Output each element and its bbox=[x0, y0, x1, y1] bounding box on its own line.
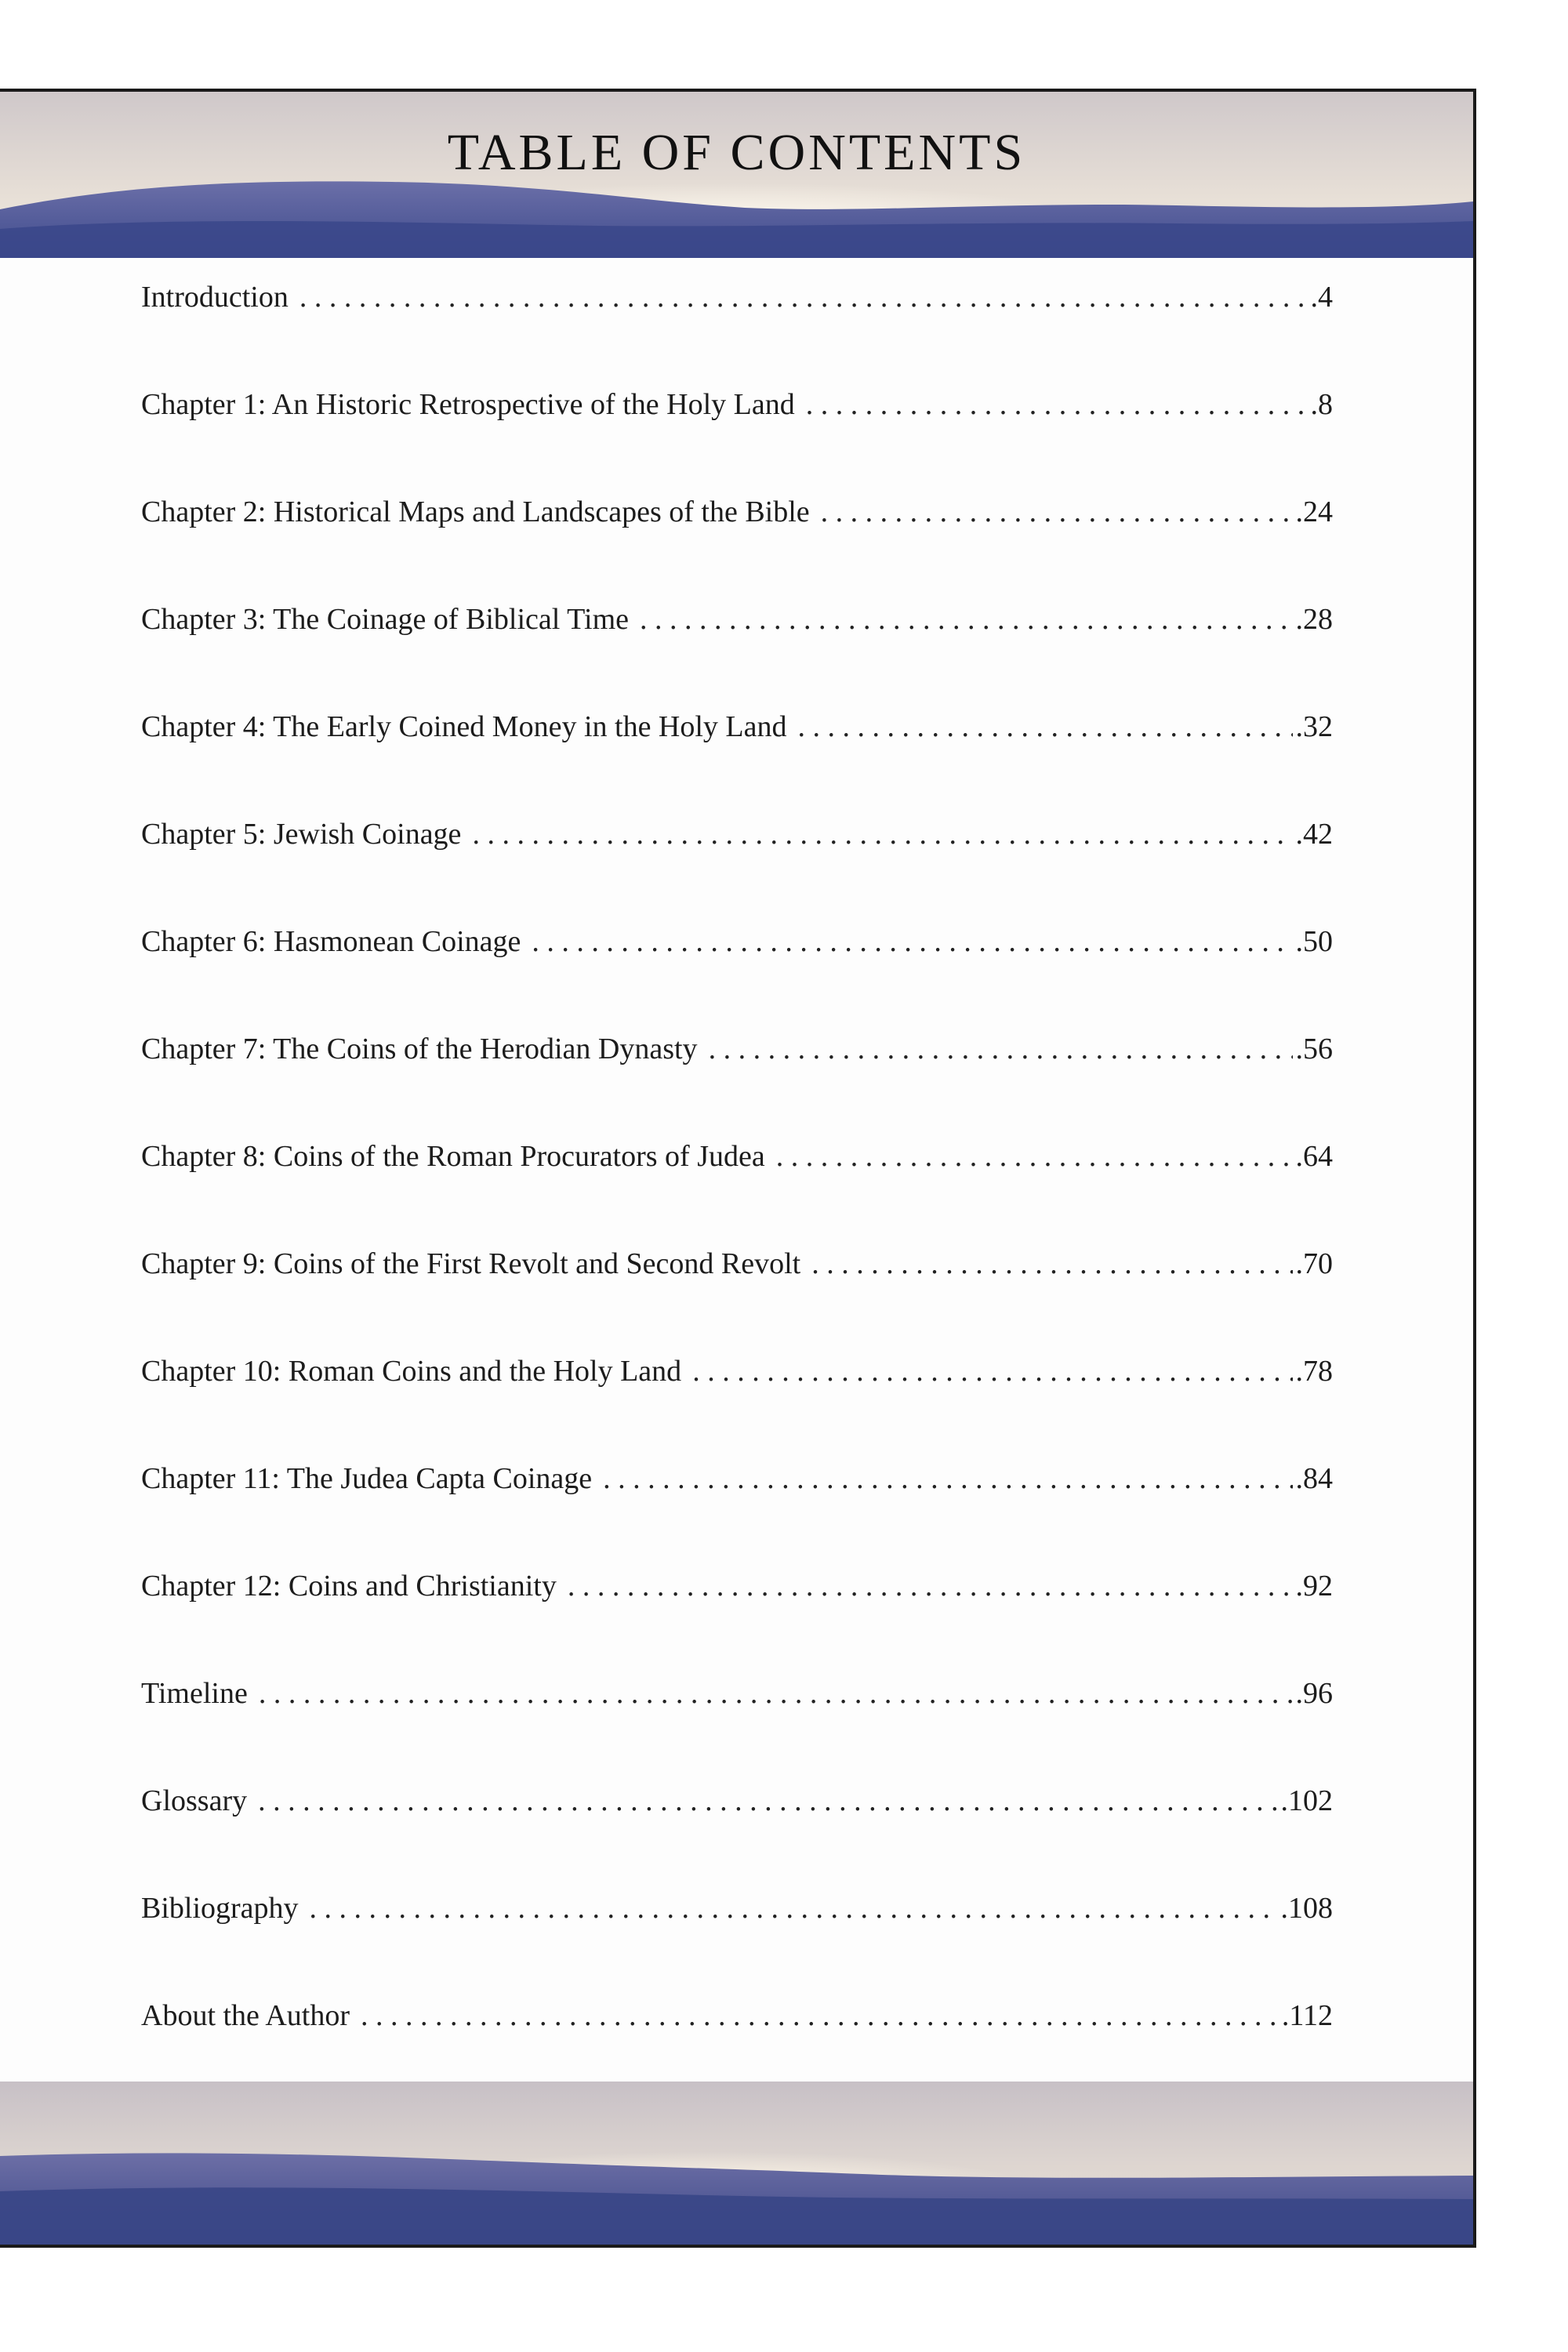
toc-entry-label: Chapter 6: Hasmonean Coinage bbox=[141, 925, 521, 958]
toc-entry bbox=[141, 1891, 1333, 1998]
toc-entry bbox=[141, 280, 1333, 387]
toc-entry bbox=[141, 924, 1333, 1032]
page-frame bbox=[0, 89, 1476, 2248]
dot-leader bbox=[776, 1139, 1293, 1174]
toc-entry bbox=[141, 1676, 1333, 1784]
toc-entry-label: Chapter 5: Jewish Coinage bbox=[141, 818, 462, 851]
toc-entry-page-number: .96 bbox=[1295, 1677, 1333, 1710]
toc-entry-page-number: .84 bbox=[1295, 1462, 1333, 1495]
dot-leader bbox=[259, 1676, 1293, 1711]
dot-leader bbox=[798, 710, 1293, 744]
table-of-contents bbox=[141, 280, 1333, 2106]
dot-leader bbox=[532, 924, 1292, 959]
toc-entry bbox=[141, 1461, 1333, 1569]
toc-entry-label: About the Author bbox=[141, 1999, 350, 2032]
toc-entry bbox=[141, 817, 1333, 924]
toc-entry-page-number: .64 bbox=[1295, 1140, 1333, 1173]
toc-entry-label: Chapter 11: The Judea Capta Coinage bbox=[141, 1462, 593, 1495]
toc-entry-page-number: .56 bbox=[1295, 1033, 1333, 1065]
toc-entry-label: Chapter 12: Coins and Christianity bbox=[141, 1570, 557, 1602]
dot-leader bbox=[821, 495, 1293, 529]
toc-entry bbox=[141, 1032, 1333, 1139]
toc-entry-label: Glossary bbox=[141, 1784, 248, 1817]
toc-entry-label: Chapter 2: Historical Maps and Landscapes of the Bible bbox=[141, 495, 810, 528]
dot-leader bbox=[310, 1891, 1278, 1926]
dot-leader bbox=[811, 1247, 1292, 1281]
toc-entry bbox=[141, 602, 1333, 710]
bottom-landscape-banner bbox=[0, 2082, 1473, 2245]
toc-entry-page-number: .108 bbox=[1280, 1892, 1333, 1925]
sunset-landscape-image bbox=[0, 2082, 1473, 2245]
toc-entry-page-number: .102 bbox=[1280, 1784, 1333, 1817]
dot-leader bbox=[361, 1998, 1279, 2033]
toc-entry bbox=[141, 710, 1333, 817]
toc-entry-label: Chapter 3: The Coinage of Biblical Time bbox=[141, 603, 630, 636]
dot-leader bbox=[692, 1354, 1292, 1388]
toc-entry-page-number: .92 bbox=[1295, 1570, 1333, 1602]
toc-entry-page-number: .32 bbox=[1295, 710, 1333, 743]
dot-leader bbox=[640, 602, 1292, 637]
toc-entry-page-number: .78 bbox=[1295, 1355, 1333, 1388]
toc-entry bbox=[141, 1784, 1333, 1891]
dot-leader bbox=[603, 1461, 1292, 1496]
toc-entry bbox=[141, 387, 1333, 495]
toc-entry-label: Chapter 10: Roman Coins and the Holy Land bbox=[141, 1355, 682, 1388]
toc-entry-page-number: .70 bbox=[1295, 1247, 1333, 1280]
toc-entry bbox=[141, 1139, 1333, 1247]
toc-entry-page-number: .42 bbox=[1295, 818, 1333, 851]
toc-entry-label: Chapter 4: The Early Coined Money in the Holy Land bbox=[141, 710, 787, 743]
toc-entry-page-number: .28 bbox=[1295, 603, 1333, 636]
toc-entry-label: Introduction bbox=[141, 281, 289, 314]
toc-entry-page-number: .24 bbox=[1295, 495, 1333, 528]
page-title: TABLE OF CONTENTS bbox=[447, 124, 1026, 181]
toc-entry bbox=[141, 1354, 1333, 1461]
toc-entry-page-number: .112 bbox=[1281, 1999, 1333, 2032]
toc-entry-page-number: .8 bbox=[1310, 388, 1333, 421]
top-landscape-banner bbox=[0, 92, 1473, 258]
toc-entry-label: Bibliography bbox=[141, 1892, 299, 1925]
dot-leader bbox=[806, 387, 1308, 422]
dot-leader bbox=[568, 1569, 1293, 1603]
toc-entry bbox=[141, 495, 1333, 602]
toc-entry-label: Chapter 8: Coins of the Roman Procurators of Judea bbox=[141, 1140, 765, 1173]
toc-entry-page-number: .50 bbox=[1295, 925, 1333, 958]
dot-leader bbox=[472, 817, 1292, 851]
toc-entry-label: Chapter 7: The Coins of the Herodian Dynasty bbox=[141, 1033, 698, 1065]
dot-leader bbox=[299, 280, 1308, 314]
toc-entry-label: Timeline bbox=[141, 1677, 248, 1710]
toc-entry-label: Chapter 1: An Historic Retrospective of the Holy Land bbox=[141, 388, 795, 421]
toc-entry-label: Chapter 9: Coins of the First Revolt and Second Revolt bbox=[141, 1247, 801, 1280]
toc-entry-page-number: .4 bbox=[1310, 281, 1333, 314]
dot-leader bbox=[258, 1784, 1277, 1818]
toc-entry bbox=[141, 1247, 1333, 1354]
toc-entry bbox=[141, 1569, 1333, 1676]
dot-leader bbox=[709, 1032, 1293, 1066]
